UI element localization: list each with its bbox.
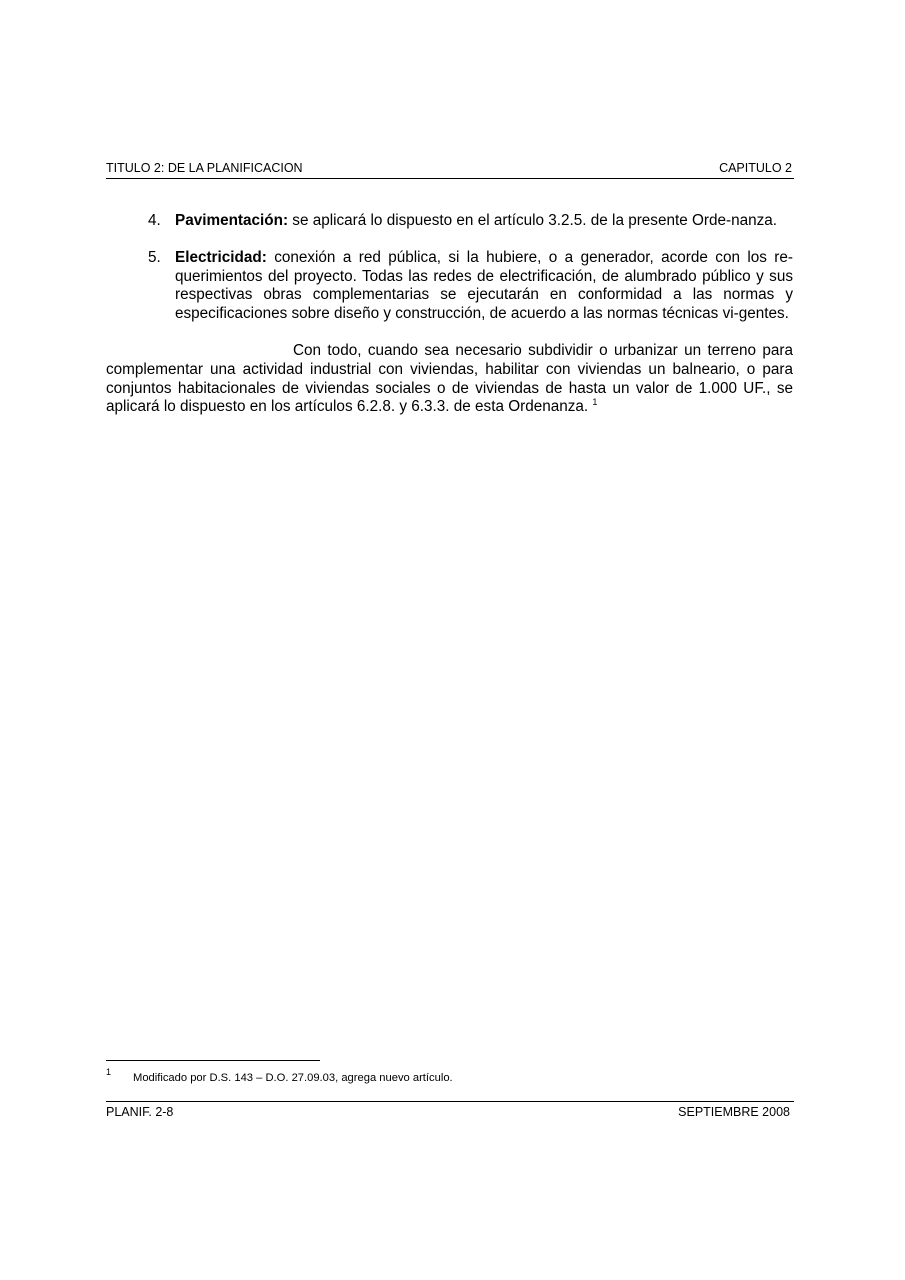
footnote-reference[interactable]: 1 bbox=[592, 397, 598, 408]
list-item-term: Pavimentación: bbox=[175, 212, 289, 229]
list-item-term: Electricidad: bbox=[175, 248, 267, 266]
header-chapter: CAPITULO 2 bbox=[719, 161, 792, 175]
list-item bbox=[106, 212, 793, 231]
list-item bbox=[106, 249, 793, 324]
footnote-number: 1 bbox=[106, 1067, 112, 1077]
paragraph-text: Con todo, cuando sea necesario subdividir o urbanizar un terreno para complementar una actividad industrial con viviendas, habilitar con viviendas un balneario, o para conjuntos habitacionales de viviendas sociales o de viviendas de hasta un valor de 1.000 UF., se aplicará lo dispuesto en los artículos 6.2.8. y 6.3.3. de esta Ordenanza. bbox=[106, 341, 793, 416]
footnote-separator bbox=[106, 1060, 320, 1061]
list-item-text: se aplicará lo dispuesto en el artículo 3.2.5. de la presente Orde-nanza. bbox=[288, 212, 778, 229]
header-title: TITULO 2: DE LA PLANIFICACION bbox=[106, 161, 303, 175]
page-body bbox=[106, 212, 793, 432]
list-item-number: 5. bbox=[148, 248, 161, 266]
running-header bbox=[106, 160, 794, 179]
list-item-text: conexión a red pública, si la hubiere, o a generador, acorde con los re-querimientos del proyecto. Todas las redes de electrificación, de alumbrado público y sus respectivas obras complementarias se ejecutarán en conformidad a las normas y especificaciones sobre diseño y construcción, de acuerdo a las normas técnicas vi-gentes. bbox=[175, 248, 793, 323]
body-paragraph bbox=[106, 342, 793, 417]
footnote-text: Modificado por D.S. 143 – D.O. 27.09.03, agrega nuevo artículo. bbox=[133, 1072, 453, 1084]
running-footer bbox=[106, 1101, 794, 1122]
footer-date: SEPTIEMBRE 2008 bbox=[678, 1105, 790, 1119]
footer-page-number: PLANIF. 2-8 bbox=[106, 1105, 174, 1119]
list-item-number: 4. bbox=[148, 212, 161, 229]
